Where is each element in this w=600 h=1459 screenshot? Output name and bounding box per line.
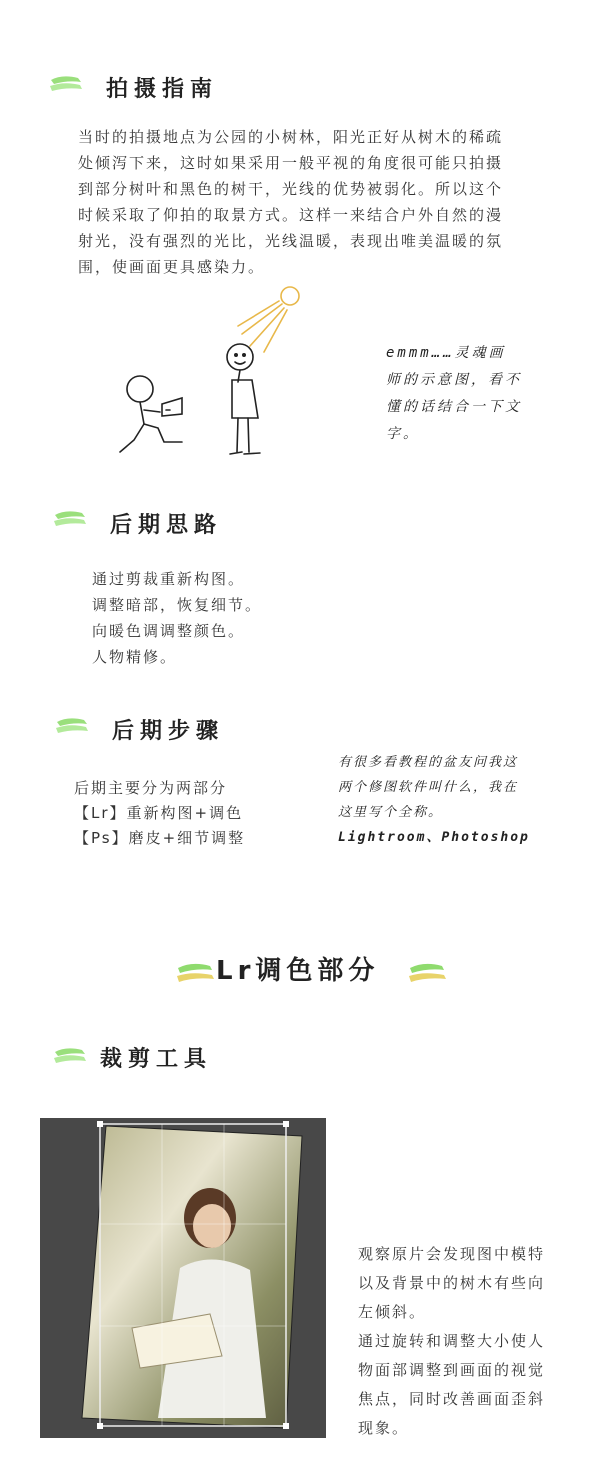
green-yellow-brush-icon-right — [406, 958, 448, 988]
green-brush-icon — [48, 72, 84, 94]
crop-screenshot — [40, 1118, 326, 1438]
green-brush-icon — [52, 1044, 88, 1066]
post-idea-list: 通过剪裁重新构图。 调整暗部，恢复细节。 向暖色调调整颜色。 人物精修。 — [92, 570, 263, 666]
sketch-note: emmm……灵魂画 师的示意图，看不 懂的话结合一下文 字。 — [386, 345, 522, 442]
green-yellow-brush-icon-left — [174, 958, 216, 988]
software-note: 有很多看教程的盆友问我这 两个修图软件叫什么，我在 这里写个全称。 Lightroom、Photoshop — [338, 755, 530, 845]
green-brush-icon — [54, 714, 90, 736]
crop-tool-description: 观察原片会发现图中模特 以及背景中的树木有些向 左倾斜。 通过旋转和调整大小使人 物面部调整到画面的视觉 焦点，同时改善画面歪斜 现象。 — [358, 1245, 546, 1437]
section-title-crop-tool: 裁剪工具 — [100, 1047, 213, 1072]
post-steps-list: 后期主要分为两部分 【Lr】重新构图+调色 【Ps】磨皮+细节调整 — [74, 779, 246, 847]
crop-photo — [40, 1118, 326, 1438]
banner-title: Lr调色部分 — [216, 956, 380, 986]
shooting-guide-paragraph: 当时的拍摄地点为公园的小树林，阳光正好从树木的稀疏 处倾泻下来，这时如果采用一般平视的角度很可能只拍摄 到部分树叶和黑色的树干，光线的优势被弱化。所以这个 时候采取了仰拍的取景方式。这样一来结合户外自然的漫 射光，没有强烈的光比，光线温暖，表现出唯美温暖的氛 围，使画面更具感染力。 — [78, 128, 504, 276]
stick-figure-sketch — [110, 282, 310, 467]
section-title-post-idea: 后期思路 — [110, 513, 223, 538]
section-title-post-steps: 后期步骤 — [112, 719, 225, 744]
section-title-shooting-guide: 拍摄指南 — [106, 77, 219, 102]
green-brush-icon — [52, 507, 88, 529]
